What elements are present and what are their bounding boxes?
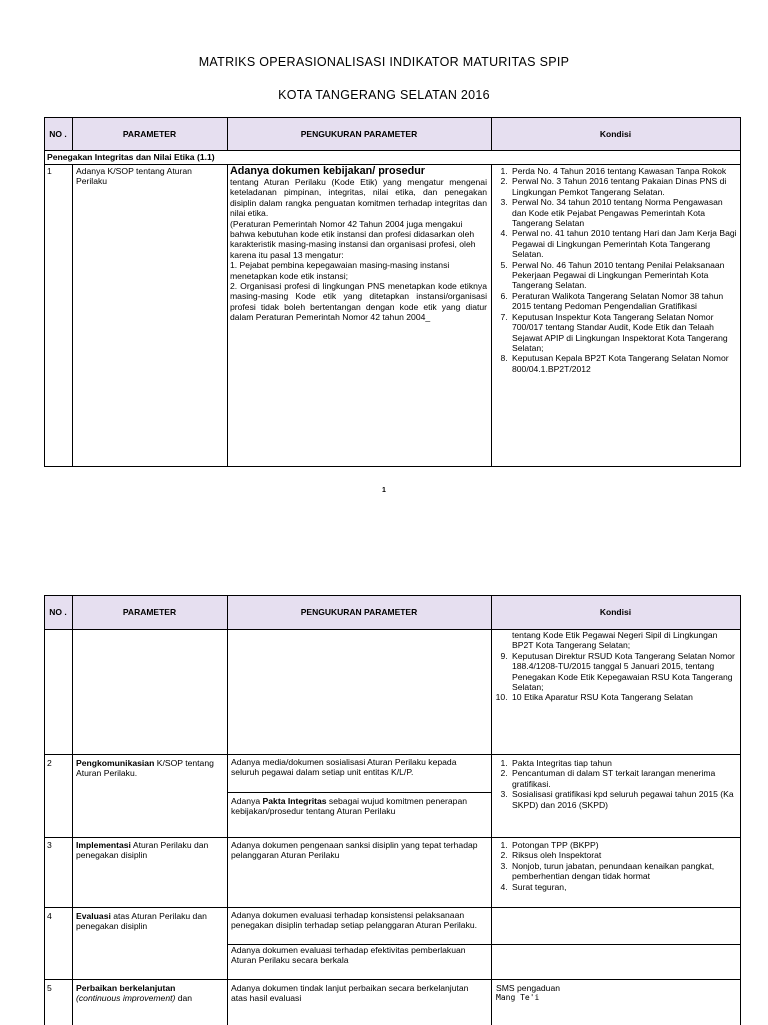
section-title: Penegakan Integritas dan Nilai Etika (1.1) (47, 152, 215, 162)
row1-kondisi-item: 4. Perwal no. 41 tahun 2010 tentang Hari dan Jam Kerja Bagi Pegawai di Lingkungan Pemerintah Kota Tangerang Selatan. (510, 228, 738, 259)
row3-parameter (76, 840, 224, 861)
header-parameter: PARAMETER (122, 607, 177, 617)
row5-kondisi-text: SMS pengaduan (496, 983, 561, 993)
header-kondisi: Kondisi (599, 128, 632, 139)
row1-pengukuran-heading: Adanya dokumen kebijakan/ prosedur (230, 165, 425, 177)
row1-kondisi-item: 10. 10 Etika Aparatur RSU Kota Tangerang Selatan (510, 692, 738, 702)
row2-kondisi-item: 1. Pakta Integritas tiap tahun (510, 758, 738, 768)
row2-pengukuran-b-post: sebagai wujud komitmen penerapan kebijakan/prosedur tentang Aturan Perilaku (231, 796, 468, 817)
row5-no: 5 (47, 983, 52, 993)
row1-no: 1 (47, 166, 52, 176)
row1-kondisi-item: 1. Perda No. 4 Tahun 2016 tentang Kawasan Tanpa Rokok (510, 166, 738, 176)
row5-param-bold: Perbaikan berkelanjutan (76, 983, 176, 993)
row3-kondisi (494, 840, 738, 892)
row4-pengukuran-b: Adanya dokumen evaluasi terhadap efektivitas pemberlakuan Aturan Perilaku secara berkala (231, 945, 466, 966)
row1-kondisi (494, 166, 738, 466)
header-kondisi: Kondisi (599, 607, 632, 617)
row2-pengukuran-b (231, 796, 487, 817)
row2-pengukuran-a: Adanya media/dokumen sosialisasi Aturan Perilaku kepada seluruh pegawai dalam setiap unit entitas K/L/P. (231, 757, 457, 778)
row2-param-rest: K/SOP tentang Aturan Perilaku. (76, 758, 214, 779)
signature: Mang Te'i (496, 993, 540, 1003)
row4-no: 4 (47, 911, 52, 921)
row3-param-rest: Aturan Perilaku dan penegakan disiplin (76, 840, 209, 861)
header-no: NO . (49, 128, 67, 139)
row4-parameter (76, 911, 224, 932)
row1-pengukuran (230, 165, 487, 465)
row2-pengukuran-b-pre: Adanya (231, 796, 263, 806)
row1-pengukuran-p1: tentang Aturan Perilaku (Kode Etik) yang mengatur mengenai keteladanan pimpinan, integritas, nilai etika, dan penegakan disiplin dalam rangka penguatan komitmen terhadap integritas dan nilai etika. (230, 177, 487, 219)
row2-kondisi (494, 758, 738, 810)
row1-kondisi-item: 9. Keputusan Direktur RSUD Kota Tangerang Selatan Nomor 188.4/1208-TU/2015 tanggal 5 Januari 2015, tentang Penegakan Kode Etik Kepegawaian RSU Kota Tangerang Selatan; (510, 651, 738, 693)
row5-param-rest: dan (175, 993, 193, 1004)
row5-param-italic: (continuous improvement) (76, 993, 176, 1004)
document-subtitle: KOTA TANGERANG SELATAN 2016 (278, 88, 490, 102)
row3-kondisi-item: 4. Surat teguran, (510, 882, 738, 892)
row3-kondisi-item: 2. Riksus oleh Inspektorat (510, 850, 738, 860)
row3-no: 3 (47, 840, 52, 850)
row5-parameter (76, 983, 224, 1004)
row3-kondisi-item: 3. Nonjob, turun jabatan, penundaan kenaikan pangkat, pemberhentian dengan tidak hormat (510, 861, 738, 882)
row1-pengukuran-p3: 1. Pejabat pembina kepegawaian masing-masing instansi menetapkan kode etik instansi; (230, 260, 450, 281)
row5-pengukuran: Adanya dokumen tindak lanjut perbaikan secara berkelanjutan atas hasil evaluasi (231, 983, 469, 1004)
row4-pengukuran-a: Adanya dokumen evaluasi terhadap konsistensi pelaksanaan penegakan disiplin terhadap setiap pelanggaran Aturan Perilaku. (231, 910, 478, 931)
row3-kondisi-item: 1. Potongan TPP (BKPP) (510, 840, 738, 850)
row1-pengukuran-p4: 2. Organisasi profesi di lingkungan PNS menetapkan kode etiknya masing-masing Kode etik yang ditetapkan instansi/organisasi profesi tidak boleh bertentangan dengan kode etik yang diatur dalam Peraturan Pemerintah Nomor 42 tahun 2004_ (230, 281, 487, 323)
page-number: 1 (382, 487, 386, 494)
row1-kondisi-item: 8. Keputusan Kepala BP2T Kota Tangerang Selatan Nomor 800/04.1.BP2T/2012 (510, 353, 738, 374)
row1-kondisi-item: 2. Perwal No. 3 Tahun 2016 tentang Pakaian Dinas PNS di Lingkungan Pemkot Tangerang Selatan. (510, 176, 738, 197)
row1-kondisi-item: 7. Keputusan Inspektur Kota Tangerang Selatan Nomor 700/017 tentang Standar Audit, Kode Etik dan Telaah Sejawat APIP di Lingkungan Inspektorat Kota Tangerang Selatan; (510, 312, 738, 354)
row2-param-bold: Pengkomunikasian (76, 758, 155, 768)
row1-kondisi-item: 3. Perwal No. 34 tahun 2010 tentang Norma Pengawasan dan Kode etik Pejabat Pengawas Pemerintah Kota Tangerang Selatan (510, 197, 738, 228)
row2-no: 2 (47, 758, 52, 768)
header-pengukuran: PENGUKURAN PARAMETER (300, 128, 418, 139)
document-title: MATRIKS OPERASIONALISASI INDIKATOR MATURITAS SPIP (198, 55, 570, 69)
header-pengukuran: PENGUKURAN PARAMETER (300, 607, 418, 617)
row1-kondisi-continued (494, 630, 738, 748)
row3-param-bold: Implementasi (76, 840, 131, 850)
row3-pengukuran: Adanya dokumen pengenaan sanksi disiplin yang tepat terhadap pelanggaran Aturan Perilaku (231, 840, 478, 861)
row2-kondisi-item: 2. Pencantuman di dalam ST terkait larangan menerima gratifikasi. (510, 768, 738, 789)
row4-param-bold: Evaluasi (76, 911, 111, 921)
header-parameter: PARAMETER (122, 128, 177, 139)
row2-pengukuran-b-bold: Pakta Integritas (262, 796, 327, 806)
header-no: NO . (49, 607, 67, 617)
row4-param-rest: atas Aturan Perilaku dan penegakan disiplin (76, 911, 207, 932)
row2-parameter (76, 758, 224, 779)
row5-kondisi (496, 983, 736, 1004)
row1-kondisi-item: 5. Perwal No. 46 Tahun 2010 tentang Penilai Pelaksanaan Pekerjaan Pegawai di Lingkungan Pemerintah Kota Tangerang Selatan. (510, 260, 738, 291)
row1-kondisi-tail: tentang Kode Etik Pegawai Negeri Sipil di Lingkungan BP2T Kota Tangerang Selatan; (512, 630, 718, 651)
row1-kondisi-item: 6. Peraturan Walikota Tangerang Selatan Nomor 38 tahun 2015 tentang Pedoman Pengendalian Gratifikasi (510, 291, 738, 312)
row1-pengukuran-p2: (Peraturan Pemerintah Nomor 42 Tahun 2004 juga mengakui bahwa kebutuhan kode etik instansi dan profesi didasarkan oleh karakteristik masing-masing instansi dan organisasi profesi, oleh karena itu pasal 13 mengatur: (230, 218, 476, 260)
row1-parameter: Adanya K/SOP tentang Aturan Perilaku (76, 166, 192, 187)
row2-kondisi-item: 3. Sosialisasi gratifikasi kpd seluruh pegawai tahun 2015 (Ka SKPD) dan 2016 (SKPD) (510, 789, 738, 810)
